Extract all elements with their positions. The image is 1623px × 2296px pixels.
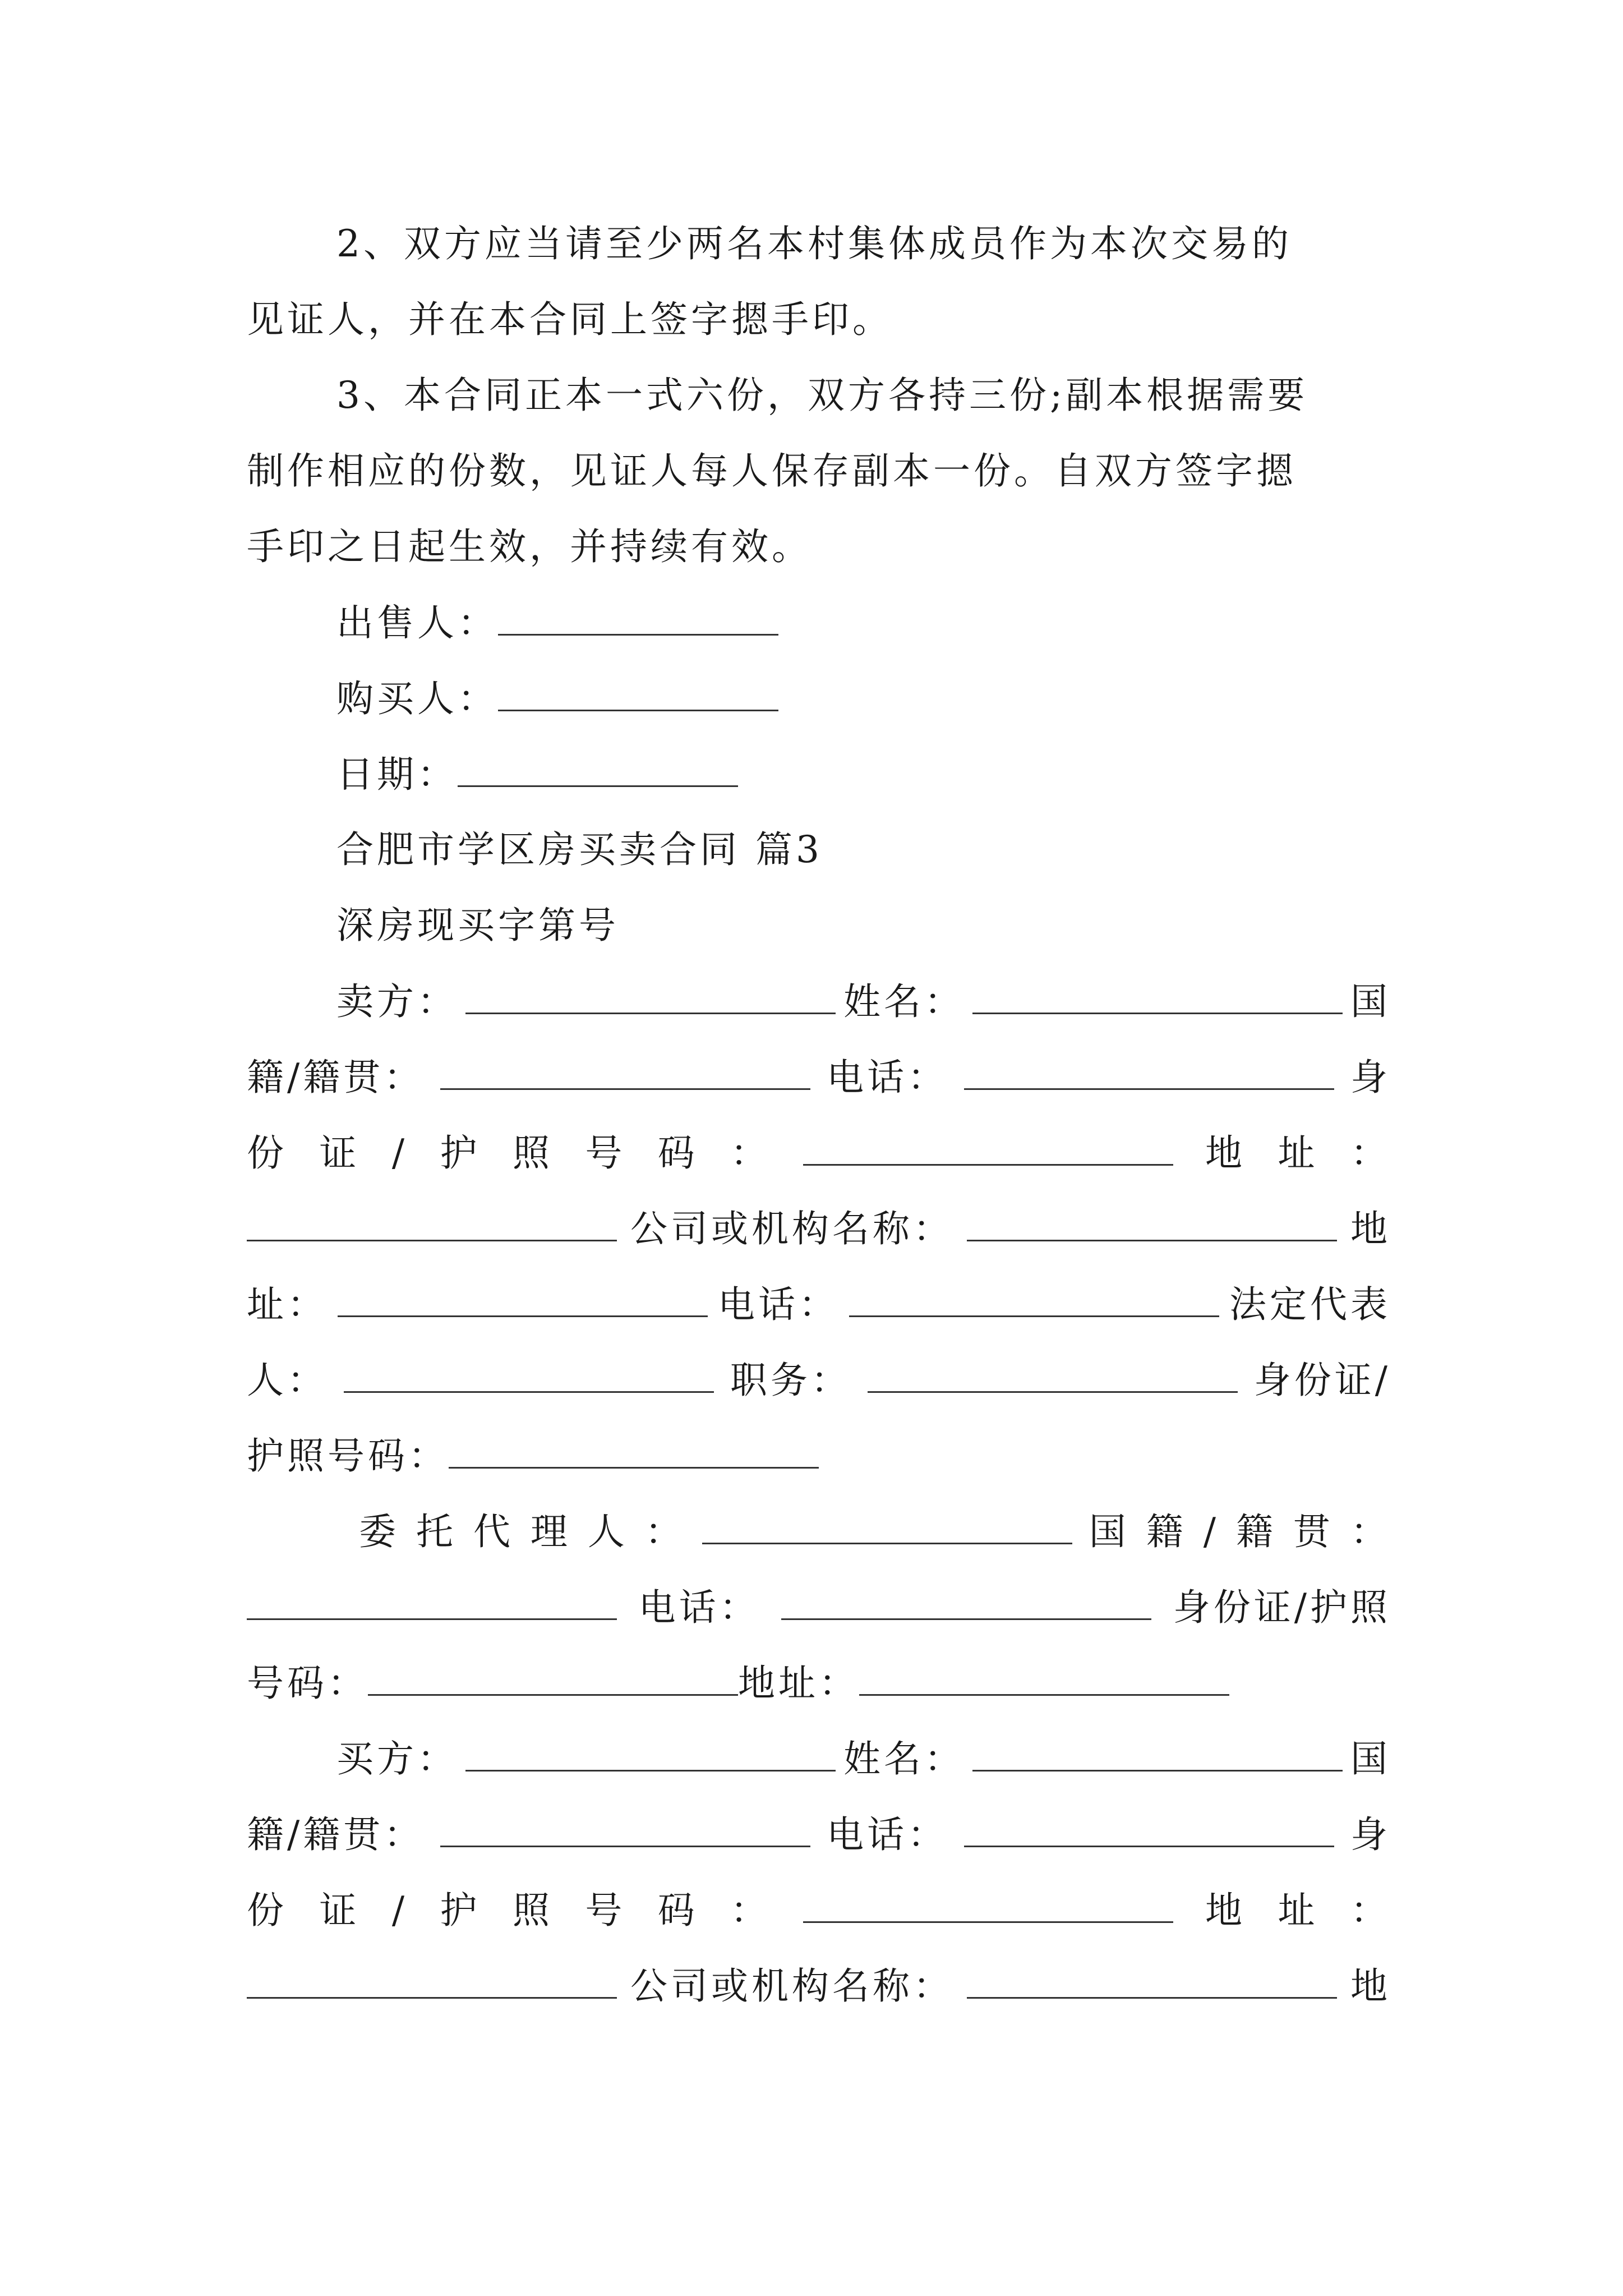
seller-id2-label-b: 护照号码： [247,1434,449,1478]
seller-row-4 [247,1206,1391,1251]
buyer-signature-blank[interactable] [498,676,778,711]
seller-name-label: 姓名： [843,980,965,1023]
seller-legal-rep-label-a: 法定代表 [1229,1283,1391,1326]
buyer-id-char: ： [730,1889,771,1932]
buyer-id-char: 号 [585,1889,626,1932]
date-line [336,752,1391,797]
seller-nationality-blank[interactable] [440,1055,810,1090]
agent-phone-label: 电话： [638,1586,760,1629]
agent-nationality-char: 国 [1089,1510,1129,1553]
buyer-company-blank[interactable] [967,1963,1337,1999]
seller-id2-blank[interactable] [449,1433,819,1469]
seller-company-phone-label: 电话： [718,1283,839,1326]
buyer-row-3 [247,1888,1391,1933]
date-label: 日期： [336,753,458,796]
buyer-party-label: 买方： [336,1737,458,1780]
agent-label-char: 人 [587,1510,628,1553]
reference-number: 深房现买字第号 [336,904,619,947]
seller-address-char: 地 [1205,1131,1246,1175]
agent-nationality-blank[interactable] [247,1585,617,1620]
buyer-company-address-label-a: 地 [1350,1964,1391,2008]
agent-id-blank[interactable] [368,1660,738,1696]
paragraph-2-line-1: 2、双方应当请至少两名本村集体成员作为本次交易的 [336,222,1292,265]
seller-id-char: 码 [657,1131,698,1175]
buyer-id-char: 照 [512,1889,553,1932]
seller-id-char: / [391,1131,408,1175]
date-blank[interactable] [458,752,738,787]
buyer-id-char: 份 [247,1889,287,1932]
seller-row-5 [247,1282,1391,1327]
buyer-id-char: 证 [319,1889,360,1932]
seller-signature-line [336,600,1391,646]
seller-id-blank[interactable] [803,1130,1173,1166]
seller-row-7 [247,1433,1391,1479]
seller-id-char: 护 [440,1131,481,1175]
buyer-phone-blank[interactable] [964,1812,1334,1847]
paragraph-2-line-2: 见证人，并在本合同上签字摁手印。 [247,298,893,341]
seller-company-address-label-a: 地 [1350,1207,1391,1250]
seller-address-blank[interactable] [247,1206,617,1241]
buyer-address-char: 地 [1205,1889,1246,1932]
buyer-id-char: 码 [657,1889,698,1932]
seller-id-char: 照 [512,1131,553,1175]
buyer-party-blank[interactable] [465,1736,836,1772]
agent-label-char: 代 [473,1510,514,1553]
seller-id-char: ： [730,1131,771,1175]
seller-nationality-label-b: 籍/籍贯： [247,1056,425,1099]
seller-id2-label-a: 身份证/ [1253,1359,1391,1402]
buyer-row-4 [247,1963,1391,2009]
agent-phone-blank[interactable] [781,1585,1151,1620]
seller-position-blank[interactable] [868,1358,1238,1393]
buyer-signature-label: 购买人： [336,677,498,720]
agent-id-label-b: 号码： [247,1662,368,1705]
seller-nationality-label-a: 国 [1350,980,1391,1023]
seller-signature-blank[interactable] [498,600,778,636]
seller-address-char: 址 [1278,1131,1318,1175]
agent-nationality-char: / [1203,1510,1219,1553]
agent-label-char: 委 [359,1510,399,1553]
agent-row-3 [247,1660,1391,1706]
seller-legal-rep-blank[interactable] [344,1358,714,1393]
seller-signature-label: 出售人： [336,601,498,645]
seller-company-blank[interactable] [967,1206,1337,1241]
agent-address-blank[interactable] [859,1660,1229,1696]
agent-nationality-char: 贯 [1293,1510,1334,1553]
agent-label-char: 理 [530,1510,571,1553]
agent-label-char: 托 [416,1510,457,1553]
paragraph-3-line-3: 手印之日起生效，并持续有效。 [247,525,812,568]
seller-row-1 [336,979,1391,1024]
seller-company-address-blank[interactable] [338,1282,708,1317]
agent-nationality-char: 籍 [1146,1510,1187,1553]
buyer-company-label: 公司或机构名称： [630,1964,953,2008]
buyer-address-char: 址 [1278,1889,1318,1932]
seller-party-label: 卖方： [336,980,458,1023]
buyer-id-char: / [391,1889,408,1932]
agent-nationality-char: 籍 [1235,1510,1276,1553]
seller-id-char: 份 [247,1131,287,1175]
seller-row-2 [247,1055,1391,1100]
paragraph-3-line-2: 制作相应的份数，见证人每人保存副本一份。自双方签字摁 [247,449,1297,493]
seller-id-char: 号 [585,1131,626,1175]
buyer-address-char: ： [1350,1889,1391,1932]
seller-phone-blank[interactable] [964,1055,1334,1090]
buyer-name-label: 姓名： [843,1737,965,1780]
agent-label-char: ： [644,1510,685,1553]
seller-phone-label: 电话： [827,1056,948,1099]
agent-row-1 [359,1509,1391,1554]
buyer-phone-label: 电话： [827,1813,948,1856]
buyer-nationality-label-b: 籍/籍贯： [247,1813,425,1856]
buyer-id-blank[interactable] [803,1888,1173,1923]
seller-position-label: 职务： [730,1359,851,1402]
buyer-id-label-a: 身 [1350,1813,1391,1856]
buyer-name-blank[interactable] [972,1736,1343,1772]
buyer-id-char: 护 [440,1889,481,1932]
seller-id-label-a: 身 [1350,1056,1391,1099]
seller-row-3 [247,1130,1391,1176]
buyer-address-blank[interactable] [247,1963,617,1999]
seller-company-label: 公司或机构名称： [630,1207,953,1250]
buyer-nationality-blank[interactable] [440,1812,810,1847]
buyer-nationality-label-a: 国 [1350,1737,1391,1780]
agent-row-2 [247,1585,1391,1630]
seller-legal-rep-label-b: 人： [247,1359,328,1402]
paragraph-3-line-1: 3、本合同正本一式六份，双方各持三份;副本根据需要 [336,374,1308,417]
agent-id-label-a: 身份证/护照 [1173,1586,1391,1629]
agent-name-blank[interactable] [702,1509,1072,1544]
seller-row-6 [247,1358,1391,1403]
buyer-row-2 [247,1812,1391,1857]
section-title: 合肥市学区房买卖合同 篇3 [336,828,823,871]
seller-party-blank[interactable] [465,979,836,1014]
agent-address-label: 地址： [738,1662,859,1705]
seller-address-char: ： [1350,1131,1391,1175]
buyer-signature-line [336,676,1391,721]
seller-id-char: 证 [319,1131,360,1175]
buyer-row-1 [336,1736,1391,1782]
seller-name-blank[interactable] [972,979,1343,1014]
agent-nationality-char: ： [1350,1510,1391,1553]
seller-company-address-label-b: 址： [247,1283,328,1326]
seller-company-phone-blank[interactable] [849,1282,1219,1317]
